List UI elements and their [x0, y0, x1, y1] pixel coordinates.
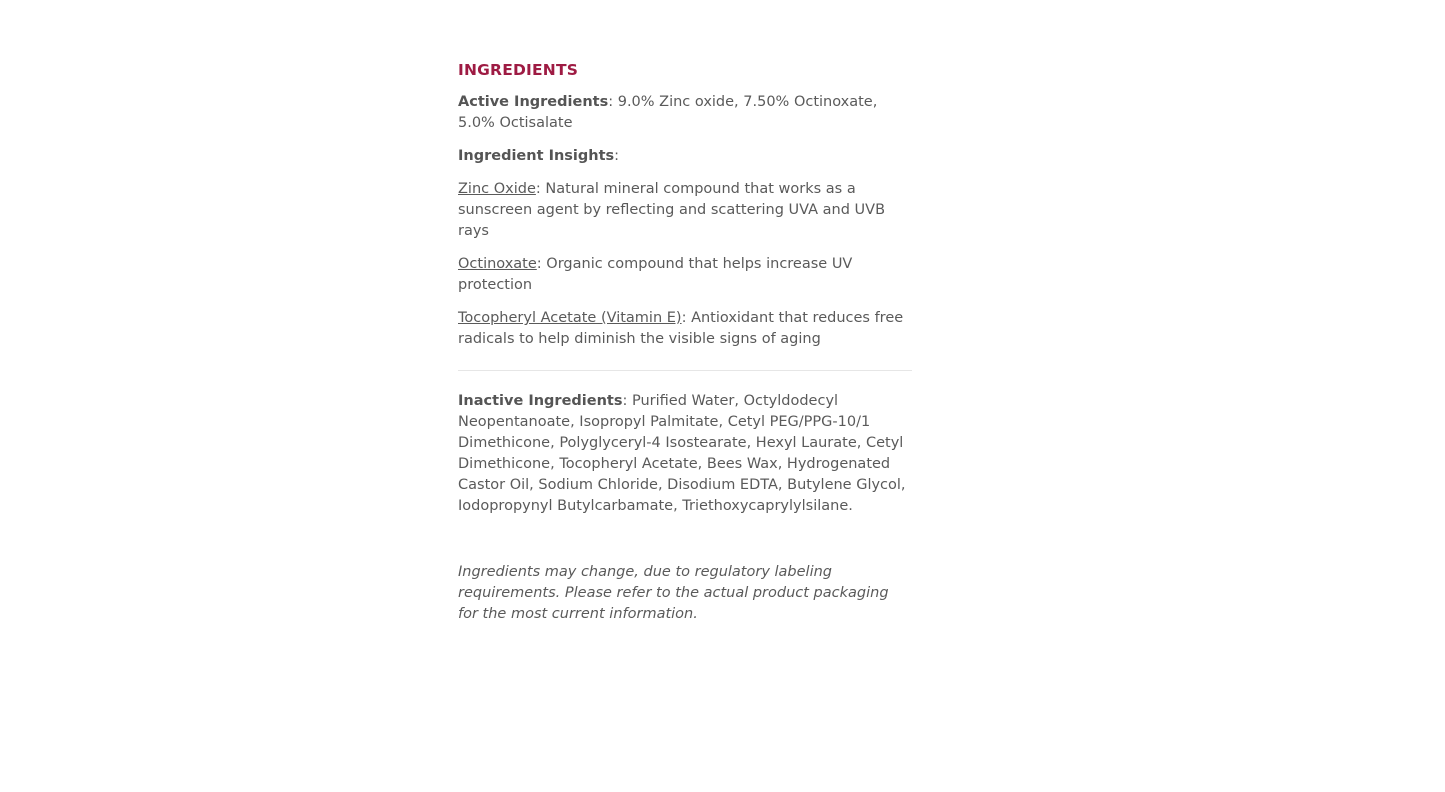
octinoxate-link[interactable]: Octinoxate	[458, 256, 537, 272]
inactive-ingredients-paragraph	[458, 391, 912, 517]
ingredient-insights-suffix: :	[614, 148, 620, 164]
active-ingredients-text: : 9.0% Zinc oxide, 7.50% Octinoxate, 5.0% Octisalate	[458, 94, 878, 131]
ingredient-insights-label: Ingredient Insights	[458, 148, 615, 164]
ingredient-insights-paragraph	[458, 146, 912, 167]
active-ingredients-label: Active Ingredients	[458, 94, 609, 110]
insight-item-tocopheryl-acetate	[458, 308, 912, 350]
octinoxate-description: : Organic compound that helps increase UV protection	[458, 256, 853, 293]
ingredients-panel	[458, 58, 912, 625]
section-divider	[458, 370, 912, 371]
inactive-ingredients-label: Inactive Ingredients	[458, 393, 623, 409]
ingredients-disclaimer: Ingredients may change, due to regulatory labeling requirements. Please refer to the actual product packaging for the most current information.	[458, 564, 889, 622]
ingredients-heading: INGREDIENTS	[458, 61, 579, 79]
insight-item-octinoxate	[458, 254, 912, 296]
zinc-oxide-description: : Natural mineral compound that works as a sunscreen agent by reflecting and scattering UVA and UVB rays	[458, 181, 886, 239]
tocopheryl-acetate-link[interactable]: Tocopheryl Acetate (Vitamin E)	[458, 310, 682, 326]
zinc-oxide-link[interactable]: Zinc Oxide	[458, 181, 536, 197]
insight-item-zinc-oxide	[458, 179, 912, 242]
active-ingredients-paragraph	[458, 92, 912, 134]
inactive-ingredients-text: : Purified Water, Octyldodecyl Neopentanoate, Isopropyl Palmitate, Cetyl PEG/PPG-10/1 Dimethicone, Polyglyceryl-4 Isostearate, Hexyl Laurate, Cetyl Dimethicone, Tocopheryl Acetate, Bees Wax, Hydrogenated Castor Oil, Sodium Chloride, Disodium EDTA, Butylene Glycol, Iodopropynyl Butylcarbamate, Triethoxycaprylylsilane.	[458, 393, 906, 514]
tocopheryl-acetate-description: : Antioxidant that reduces free radicals to help diminish the visible signs of aging	[458, 310, 904, 347]
